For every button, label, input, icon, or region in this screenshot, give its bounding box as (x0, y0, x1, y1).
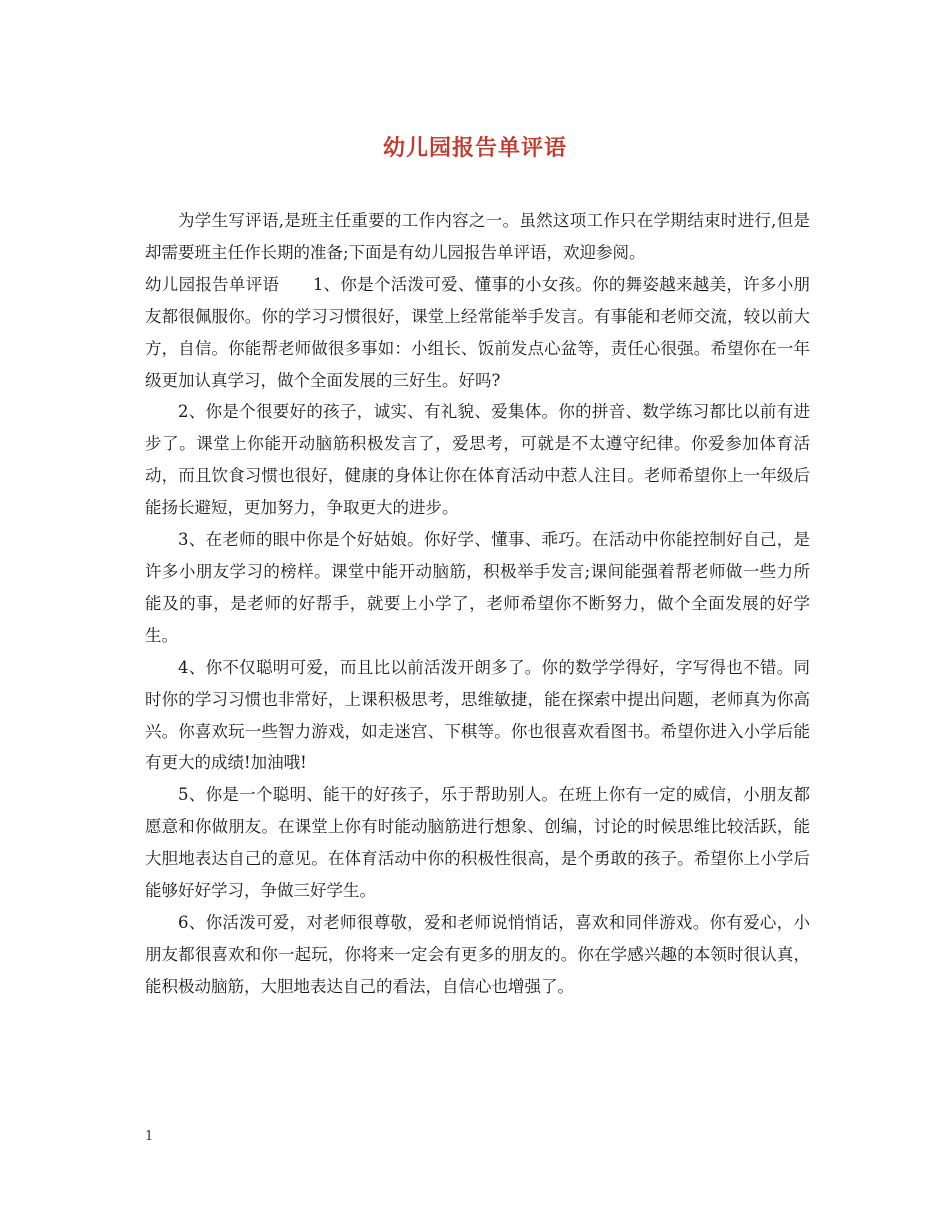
comment-paragraph-2: 2、你是个很要好的孩子，诚实、有礼貌、爱集体。你的拼音、数学练习都比以前有进步了。课堂上你能开动脑筋积极发言了，爱思考，可就是不太遵守纪律。你爱参加体育活动，而且饮食习惯也很好，健康的身体让你在体育活动中惹人注目。老师希望你上一年级后能扬长避短，更加努力，争取更大的进步。 (145, 402, 810, 518)
comment-paragraph-1: 幼儿园报告单评语 1、你是个活泼可爱、懂事的小女孩。你的舞姿越来越美，许多小朋友都很佩服你。你的学习习惯很好，课堂上经常能举手发言。有事能和老师交流，较以前大方，自信。你能帮老师做很多事如：小组长、饭前发点心盆等，责任心很强。希望你在一年级更加认真学习，做个全面发展的三好生。好吗? (145, 274, 810, 390)
document-title: 幼儿园报告单评语 (382, 135, 567, 161)
intro-paragraph: 为学生写评语,是班主任重要的工作内容之一。虽然这项工作只在学期结束时进行,但是却需要班主任作长期的准备;下面是有幼儿园报告单评语，欢迎参阅。 (145, 211, 810, 262)
comment-paragraph-3: 3、在老师的眼中你是个好姑娘。你好学、懂事、乖巧。在活动中你能控制好自己，是许多小朋友学习的榜样。课堂中能开动脑筋，积极举手发言;课间能强着帮老师做一些力所能及的事，是老师的好帮手，就要上小学了，老师希望你不断努力，做个全面发展的好学生。 (145, 530, 810, 645)
page-number: 1 (145, 1129, 154, 1144)
comment-paragraph-4: 4、你不仅聪明可爱，而且比以前活泼开朗多了。你的数学学得好，字写得也不错。同时你的学习习惯也非常好，上课积极思考，思维敏捷，能在探索中提出问题，老师真为你高兴。你喜欢玩一些智力游戏，如走迷宫、下棋等。你也很喜欢看图书。希望你进入小学后能有更大的成绩!加油哦! (145, 657, 810, 773)
comment-paragraph-6: 6、你活泼可爱，对老师很尊敬，爱和老师说悄悄话，喜欢和同伴游戏。你有爱心，小朋友都很喜欢和你一起玩，你将来一定会有更多的朋友的。你在学感兴趣的本领时很认真，能积极动脑筋，大胆地表达自己的看法，自信心也增强了。 (145, 912, 810, 996)
comment-paragraph-5: 5、你是一个聪明、能干的好孩子，乐于帮助别人。在班上你有一定的威信，小朋友都愿意和你做朋友。在课堂上你有时能动脑筋进行想象、创编，讨论的时候思维比较活跃，能大胆地表达自己的意见。在体育活动中你的积极性很高，是个勇敢的孩子。希望你上小学后能够好好学习，争做三好学生。 (145, 785, 810, 901)
document-body (145, 205, 810, 1003)
